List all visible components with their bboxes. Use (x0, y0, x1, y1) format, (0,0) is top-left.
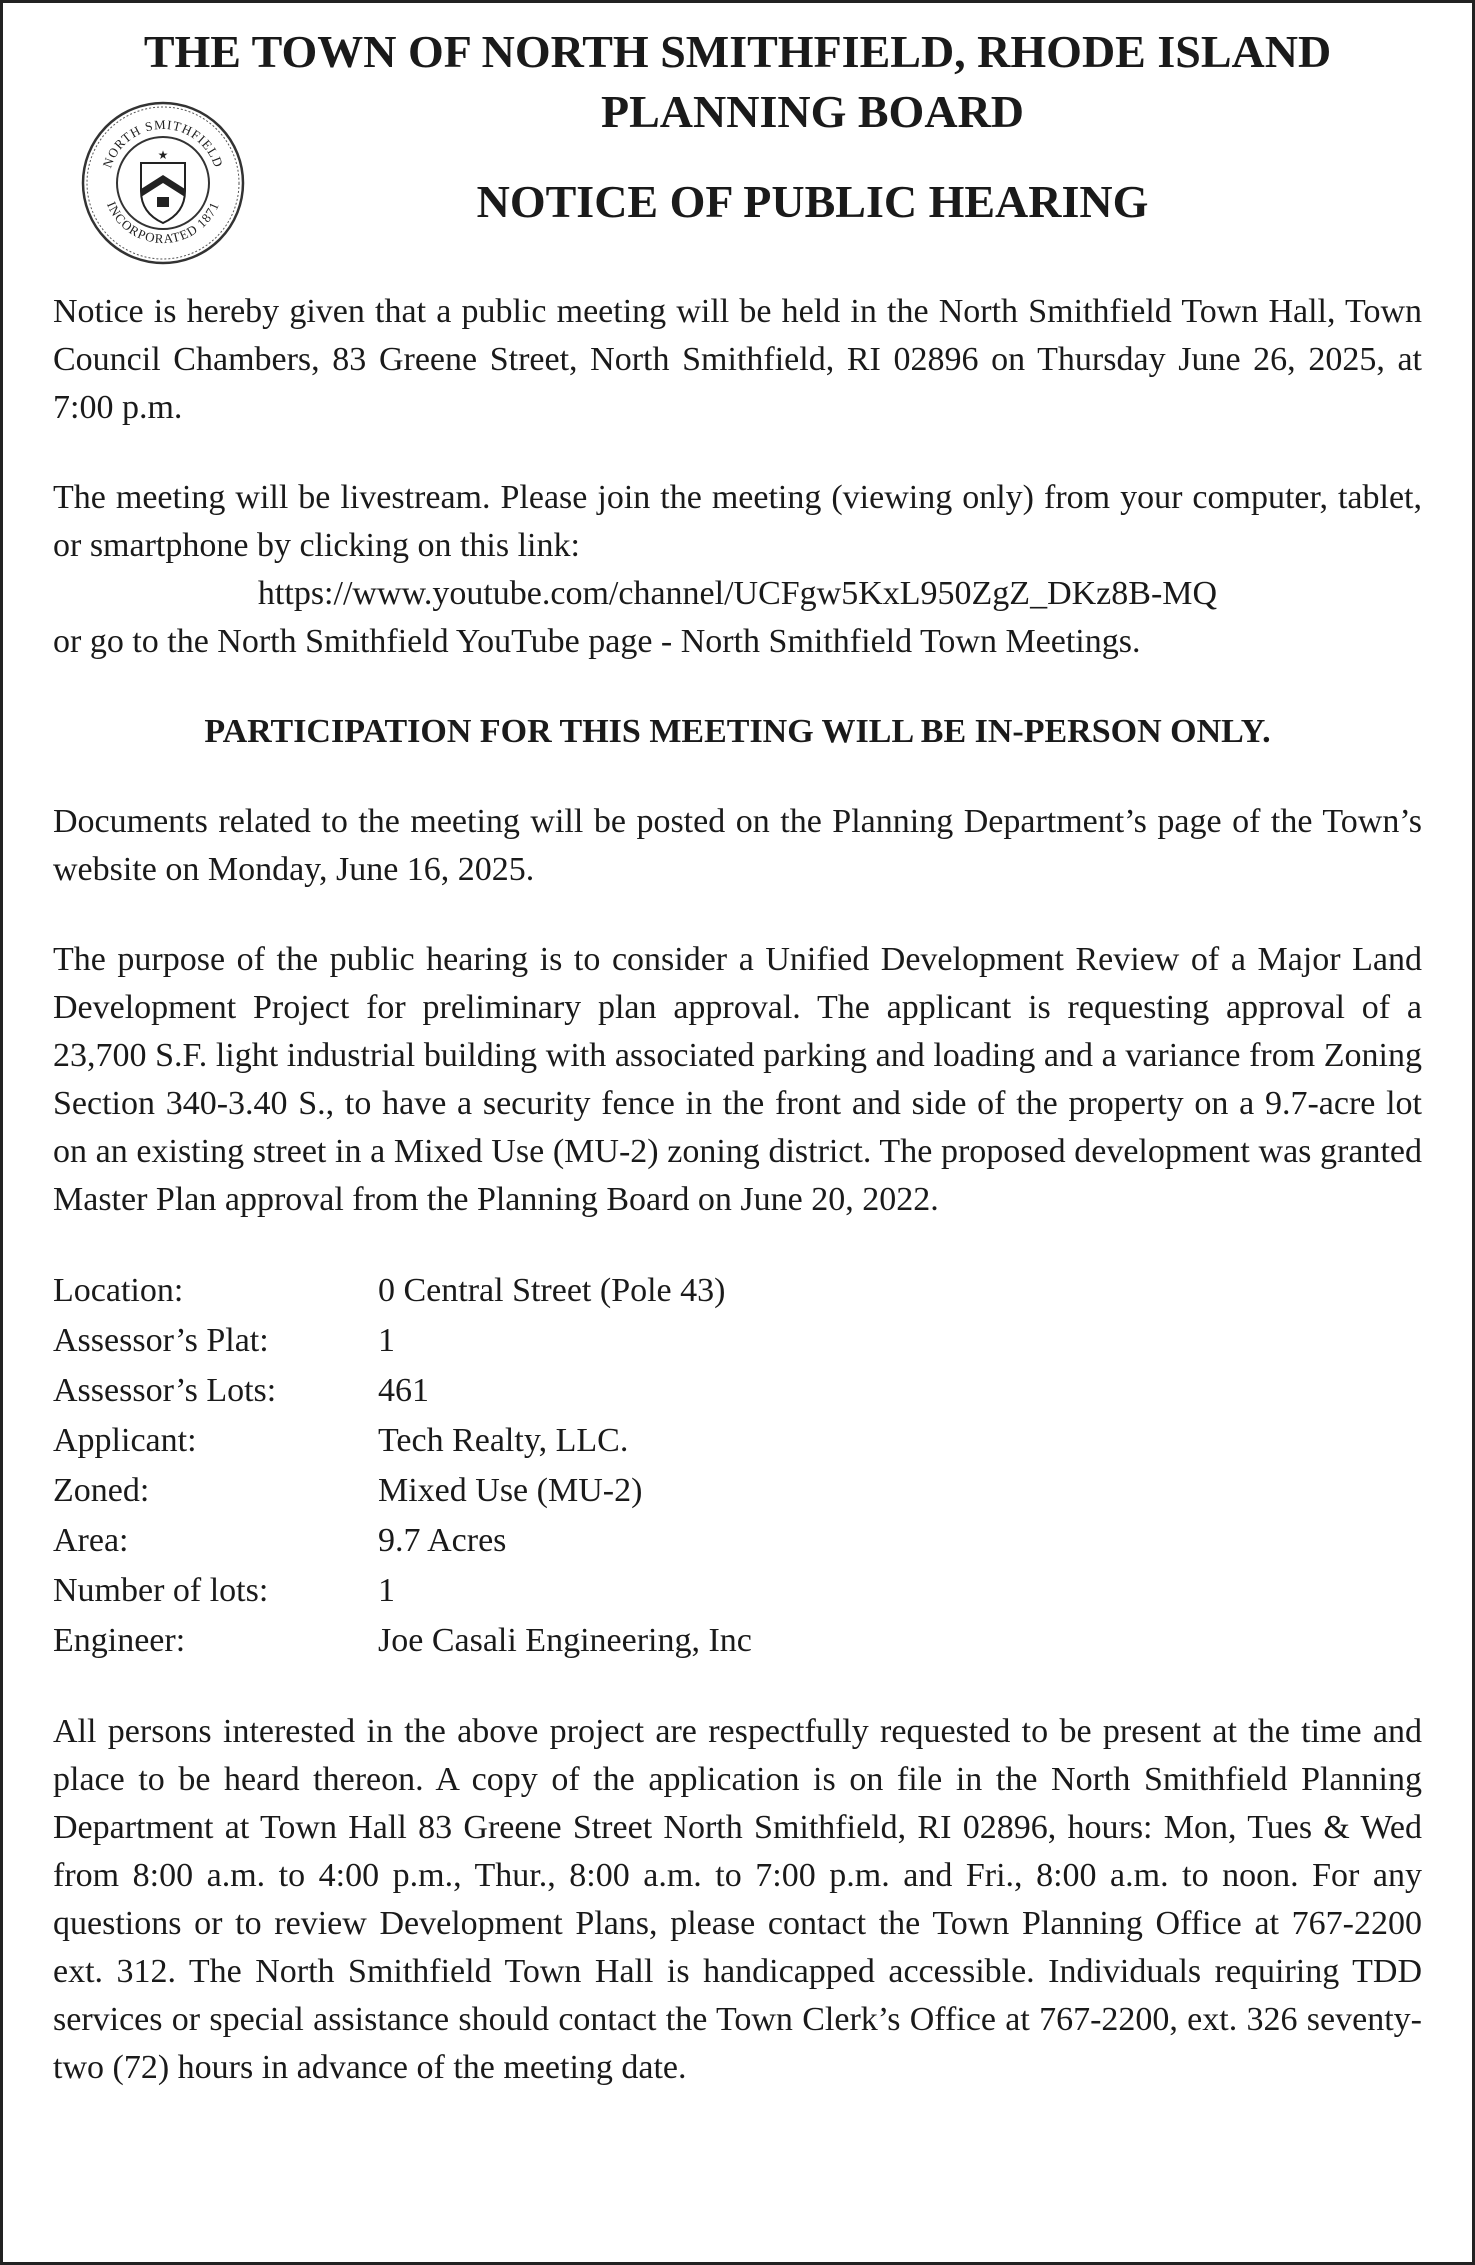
details-row (53, 1316, 752, 1366)
details-value: Tech Realty, LLC. (378, 1422, 629, 1459)
details-value: Joe Casali Engineering, Inc (378, 1622, 752, 1659)
details-row (53, 1616, 752, 1666)
project-details-table (53, 1266, 752, 1666)
details-value: Mixed Use (MU-2) (378, 1472, 643, 1509)
details-row (53, 1266, 752, 1316)
svg-text:★: ★ (157, 148, 169, 162)
details-label: Applicant: (53, 1422, 197, 1459)
details-label: Assessor’s Plat: (53, 1322, 269, 1359)
details-value: 0 Central Street (Pole 43) (378, 1272, 726, 1309)
svg-text:INCORPORATED 1871: INCORPORATED 1871 (103, 199, 223, 247)
svg-text:NORTH SMITHFIELD: NORTH SMITHFIELD (99, 116, 227, 170)
details-value: 1 (378, 1322, 395, 1359)
town-title: THE TOWN OF NORTH SMITHFIELD, RHODE ISLAND (143, 26, 1332, 77)
details-row (53, 1516, 752, 1566)
details-label: Zoned: (53, 1472, 150, 1509)
town-seal-logo (79, 99, 247, 267)
livestream-intro: The meeting will be livestream. Please join the meeting (viewing only) from your computer, tablet, or smartphone by clicking on this link: (53, 479, 1422, 564)
participation-notice: PARTICIPATION FOR THIS MEETING WILL BE IN-PERSON ONLY. (204, 713, 1271, 750)
details-label: Area: (53, 1522, 129, 1559)
purpose-paragraph: The purpose of the public hearing is to consider a Unified Development Review of a Major Land Development Project for preliminary plan approval. The applicant is requesting approval of a 23,700 S.F. light industrial building with associated parking and loading and a variance from Zoning Section 340-3.40 S., to have a security fence in the front and side of the property on a 9.7-acre lot on an existing street in a Mixed Use (MU-2) zoning district. The proposed development was granted Master Plan approval from the Planning Board on June 20, 2022. (53, 941, 1422, 1218)
notice-body (53, 288, 1422, 2134)
documents-paragraph: Documents related to the meeting will be posted on the Planning Department’s page of the Town’s website on Monday, June 16, 2025. (53, 803, 1422, 888)
details-row (53, 1366, 752, 1416)
meeting-notice-paragraph: Notice is hereby given that a public meeting will be held in the North Smithfield Town Hall, Town Council Chambers, 83 Greene Street, North Smithfield, RI 02896 on Thursday June 26, 2025, at 7:00 p.m. (53, 293, 1422, 426)
board-title: PLANNING BOARD (601, 86, 1024, 137)
details-label: Engineer: (53, 1622, 186, 1659)
details-row (53, 1416, 752, 1466)
livestream-paragraph (53, 474, 1422, 666)
notice-header (3, 3, 1472, 265)
livestream-outro: or go to the North Smithfield YouTube page - North Smithfield Town Meetings. (53, 623, 1141, 660)
details-row (53, 1566, 752, 1616)
youtube-link[interactable]: https://www.youtube.com/channel/UCFgw5KxL950ZgZ_DKz8B-MQ (257, 575, 1218, 612)
details-label: Number of lots: (53, 1572, 269, 1609)
public-invitation-paragraph: All persons interested in the above project are respectfully requested to be present at the time and place to be heard thereon. A copy of the application is on file in the North Smithfield Planning Department at Town Hall 83 Greene Street North Smithfield, RI 02896, hours: Mon, Tues & Wed from 8:00 a.m. to 4:00 p.m., Thur., 8:00 a.m. to 7:00 p.m. and Fri., 8:00 a.m. to noon. For any questions or to review Development Plans, please contact the Town Planning Office at 767-2200 ext. 312. The North Smithfield Town Hall is handicapped accessible. Individuals requiring TDD services or special assistance should contact the Town Clerk’s Office at 767-2200, ext. 326 seventy-two (72) hours in advance of the meeting date. (53, 1713, 1422, 2086)
details-row (53, 1466, 752, 1516)
details-value: 9.7 Acres (378, 1522, 507, 1559)
notice-title: NOTICE OF PUBLIC HEARING (476, 176, 1149, 227)
details-value: 461 (378, 1372, 429, 1409)
details-label: Location: (53, 1272, 184, 1309)
details-label: Assessor’s Lots: (53, 1372, 277, 1409)
details-value: 1 (378, 1572, 395, 1609)
